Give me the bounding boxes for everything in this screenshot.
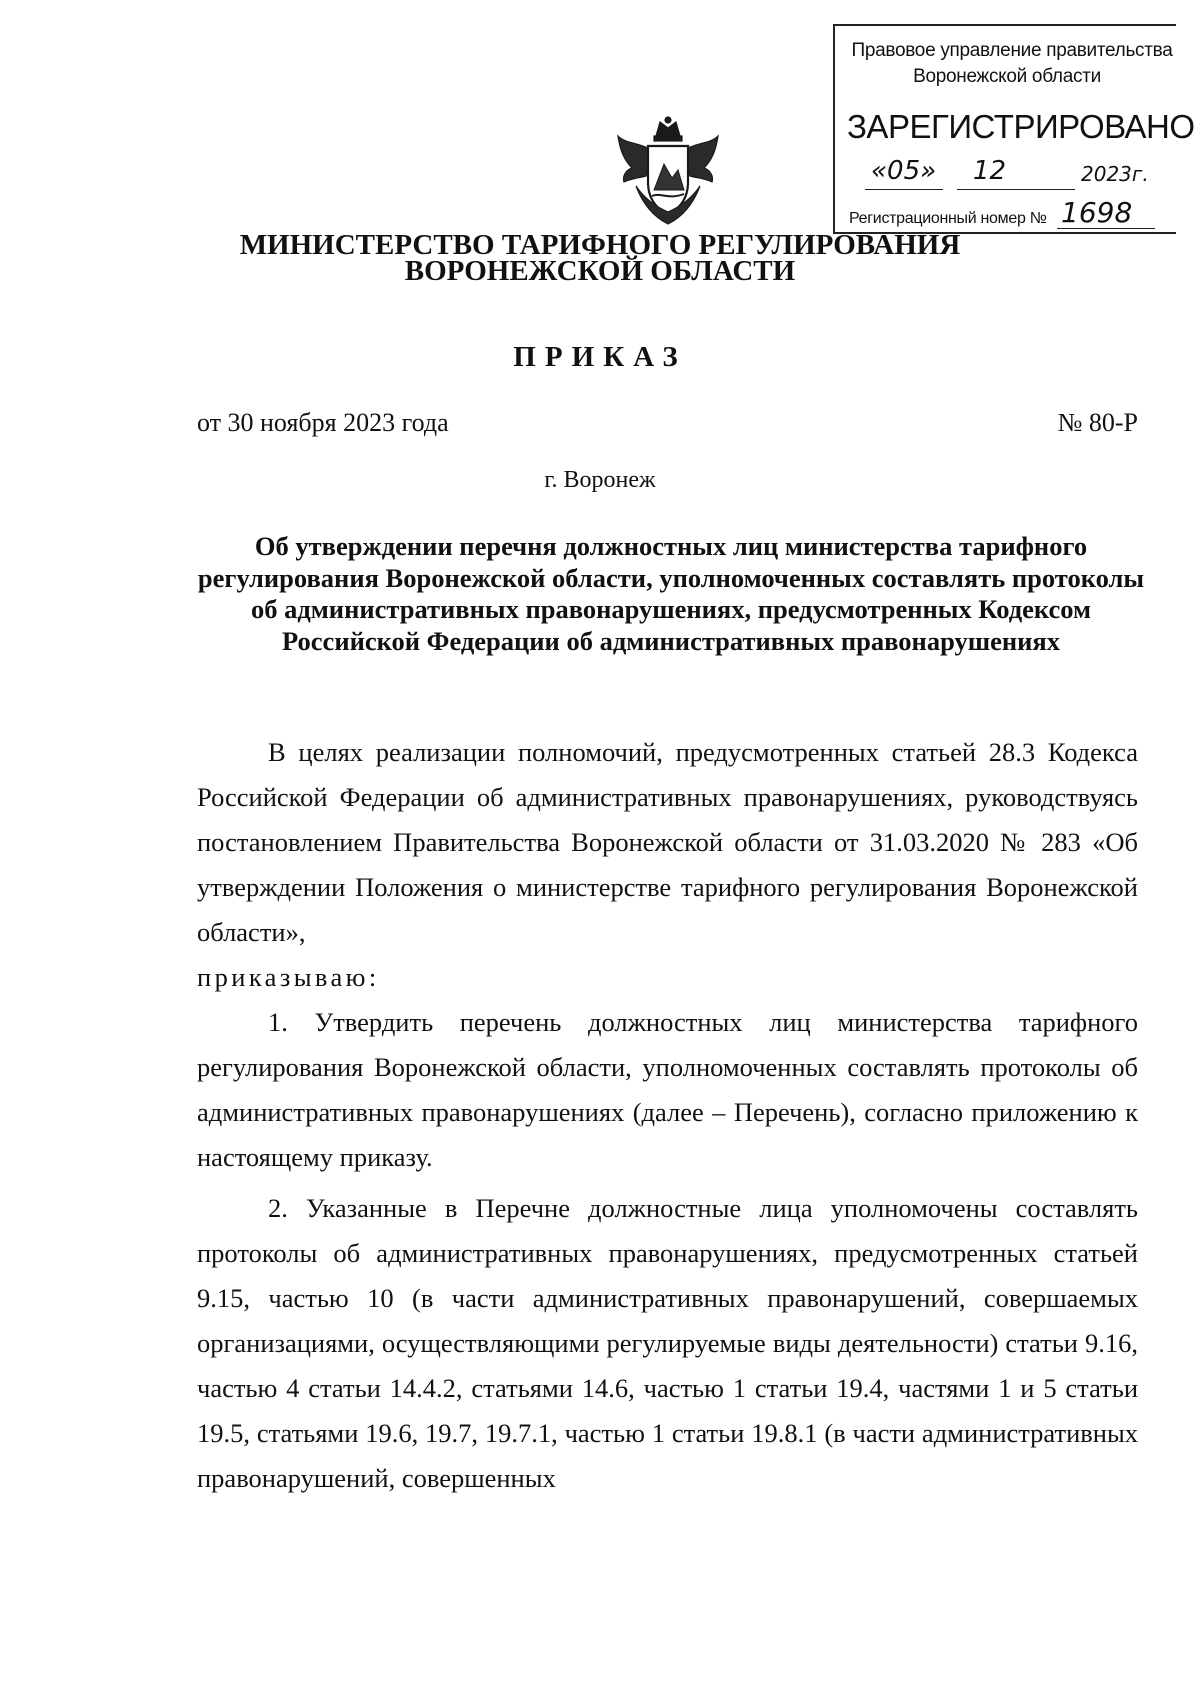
- stamp-authority-line1: Правовое управление правительства: [851, 40, 1173, 61]
- item-2-paragraph: 2. Указанные в Перечне должностные лица уполномочены составлять протоколы об административных правонарушениях, предусмотренных статьей 9.15, частью 10 (в части административных правонарушений, совершаемых организациями, осуществляющими регулируемые виды деятельности) статьи 9.16, частью 4 статьи 14.4.2, статьями 14.6, частью 1 статьи 19.4, частями 1 и 5 статьи 19.5, статьями 19.6, 19.7, 19.7.1, частью 1 статьи 19.8.1 (в части административных правонарушений, совершенных: [197, 1193, 1138, 1493]
- stamp-authority-line2: Воронежской области: [913, 66, 1101, 87]
- stamp-date-day: «05»: [871, 156, 937, 186]
- stamp-registered-label: ЗАРЕГИСТРИРОВАНО: [847, 108, 1195, 145]
- order-number: № 80-Р: [1057, 408, 1138, 437]
- order-body: [197, 730, 1138, 1501]
- registration-stamp: [833, 24, 1195, 234]
- preamble-paragraph: В целях реализации полномочий, предусмотренных статьей 28.3 Кодекса Российской Федерации об административных правонарушениях, руководствуясь постановлением Правительства Воронежской области от 31.03.2020 № 283 «Об утверждении Положения о министерстве тарифного регулирования Воронежской области»,: [197, 737, 1138, 947]
- order-word: приказываю:: [197, 962, 380, 992]
- stamp-date-month: 12: [973, 156, 1007, 186]
- document-type: ПРИКАЗ: [513, 341, 687, 373]
- ministry-name-line1: МИНИСТЕРСТВО ТАРИФНОГО РЕГУЛИРОВАНИЯ: [239, 229, 961, 261]
- order-title: Об утверждении перечня должностных лиц министерства тарифного регулирования Воронежской области, уполномоченных составлять протоколы об административных правонарушениях, предусмотренных Кодексом Российской Федерации об административных правонарушениях: [197, 531, 1145, 656]
- ministry-name-line2: ВОРОНЕЖСКОЙ ОБЛАСТИ: [404, 255, 796, 287]
- stamp-reg-label: Регистрационный номер №: [849, 210, 1047, 227]
- stamp-reg-number: 1698: [1061, 196, 1133, 229]
- order-date: от 30 ноября 2023 года: [197, 408, 449, 437]
- item-1-paragraph: 1. Утвердить перечень должностных лиц министерства тарифного регулирования Воронежской области, уполномоченных составлять протоколы об административных правонарушениях (далее – Перечень), согласно приложению к настоящему приказу.: [197, 1007, 1138, 1172]
- coat-of-arms-emblem: [612, 116, 724, 228]
- stamp-date: [865, 156, 1165, 190]
- city: г. Воронеж: [544, 467, 656, 493]
- stamp-registration-number: [835, 196, 1155, 230]
- stamp-date-year: 2023г.: [1081, 162, 1149, 186]
